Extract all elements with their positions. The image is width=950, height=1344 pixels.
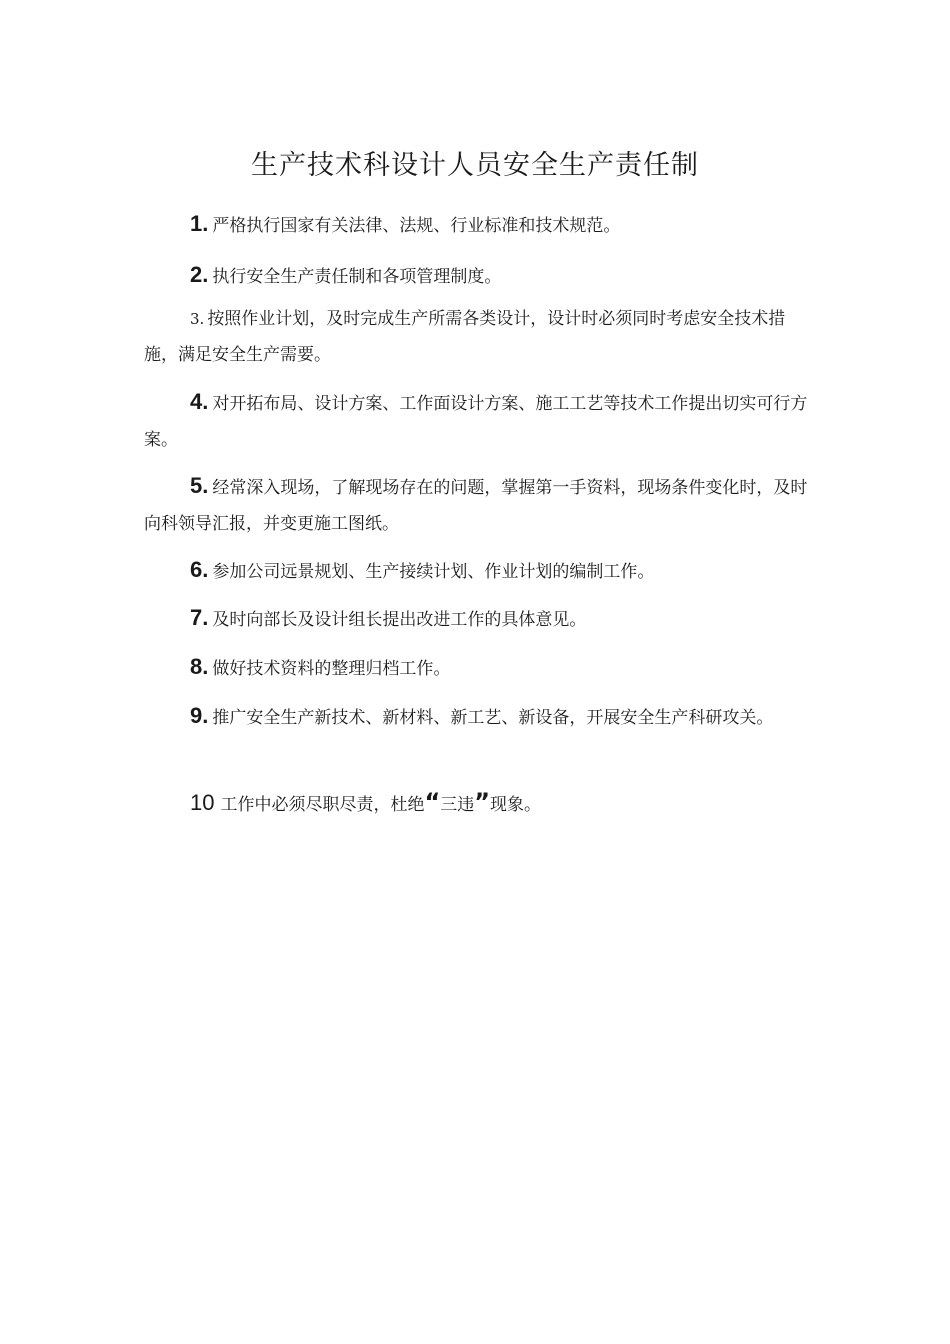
clause-number: 3. [190, 310, 205, 328]
clause-text: 工作中必须尽职尽责，杜绝 [220, 795, 425, 815]
clause-number: 2. [190, 262, 209, 287]
clause-text: 及时向部长及设计组长提出改进工作的具体意见。 [212, 610, 587, 630]
document-title: 生产技术科设计人员安全生产责任制 [251, 150, 699, 181]
clause-number: 6. [190, 557, 209, 582]
clause-text-end: 现象。 [490, 795, 542, 815]
clause-6 [144, 552, 808, 590]
clause-4 [144, 384, 808, 458]
clause-text: 参加公司远景规划、生产接续计划、作业计划的编制工作。 [212, 562, 655, 582]
clause-text: 经常深入现场，了解现场存在的问题，掌握第一手资料，现场条件变化时，及时向科领导汇报，并变更施工图纸。 [144, 478, 808, 534]
open-quote-mark: “ [424, 788, 441, 816]
clause-number: 8. [190, 654, 209, 679]
clause-number: 9. [190, 703, 209, 728]
clause-text: 做好技术资料的整理归档工作。 [212, 659, 451, 679]
quoted-term: 三违 [440, 795, 475, 815]
clause-number: 5. [190, 473, 209, 498]
clause-text: 按照作业计划，及时完成生产所需各类设计，设计时必须同时考虑安全技术措施，满足安全生产需要。 [144, 309, 786, 365]
clause-text: 对开拓布局、设计方案、工作面设计方案、施工工艺等技术工作提出切实可行方案。 [144, 394, 808, 450]
clause-text: 严格执行国家有关法律、法规、行业标准和技术规范。 [212, 216, 621, 236]
close-quote-mark: ” [474, 788, 491, 816]
clause-number: 4. [190, 389, 209, 414]
clause-number: 10 [190, 790, 215, 815]
clause-number: 1. [190, 211, 209, 236]
clause-text: 推广安全生产新技术、新材料、新工艺、新设备，开展安全生产科研攻关。 [212, 708, 774, 728]
clause-5 [144, 468, 808, 542]
clause-number: 7. [190, 605, 209, 630]
clause-2 [144, 257, 808, 295]
clause-3 [144, 301, 808, 373]
clause-7 [144, 600, 808, 638]
clause-text: 执行安全生产责任制和各项管理制度。 [212, 267, 502, 287]
clause-1 [144, 206, 808, 244]
clause-8 [144, 649, 808, 687]
clause-10 [144, 784, 808, 823]
clause-9 [144, 698, 808, 736]
